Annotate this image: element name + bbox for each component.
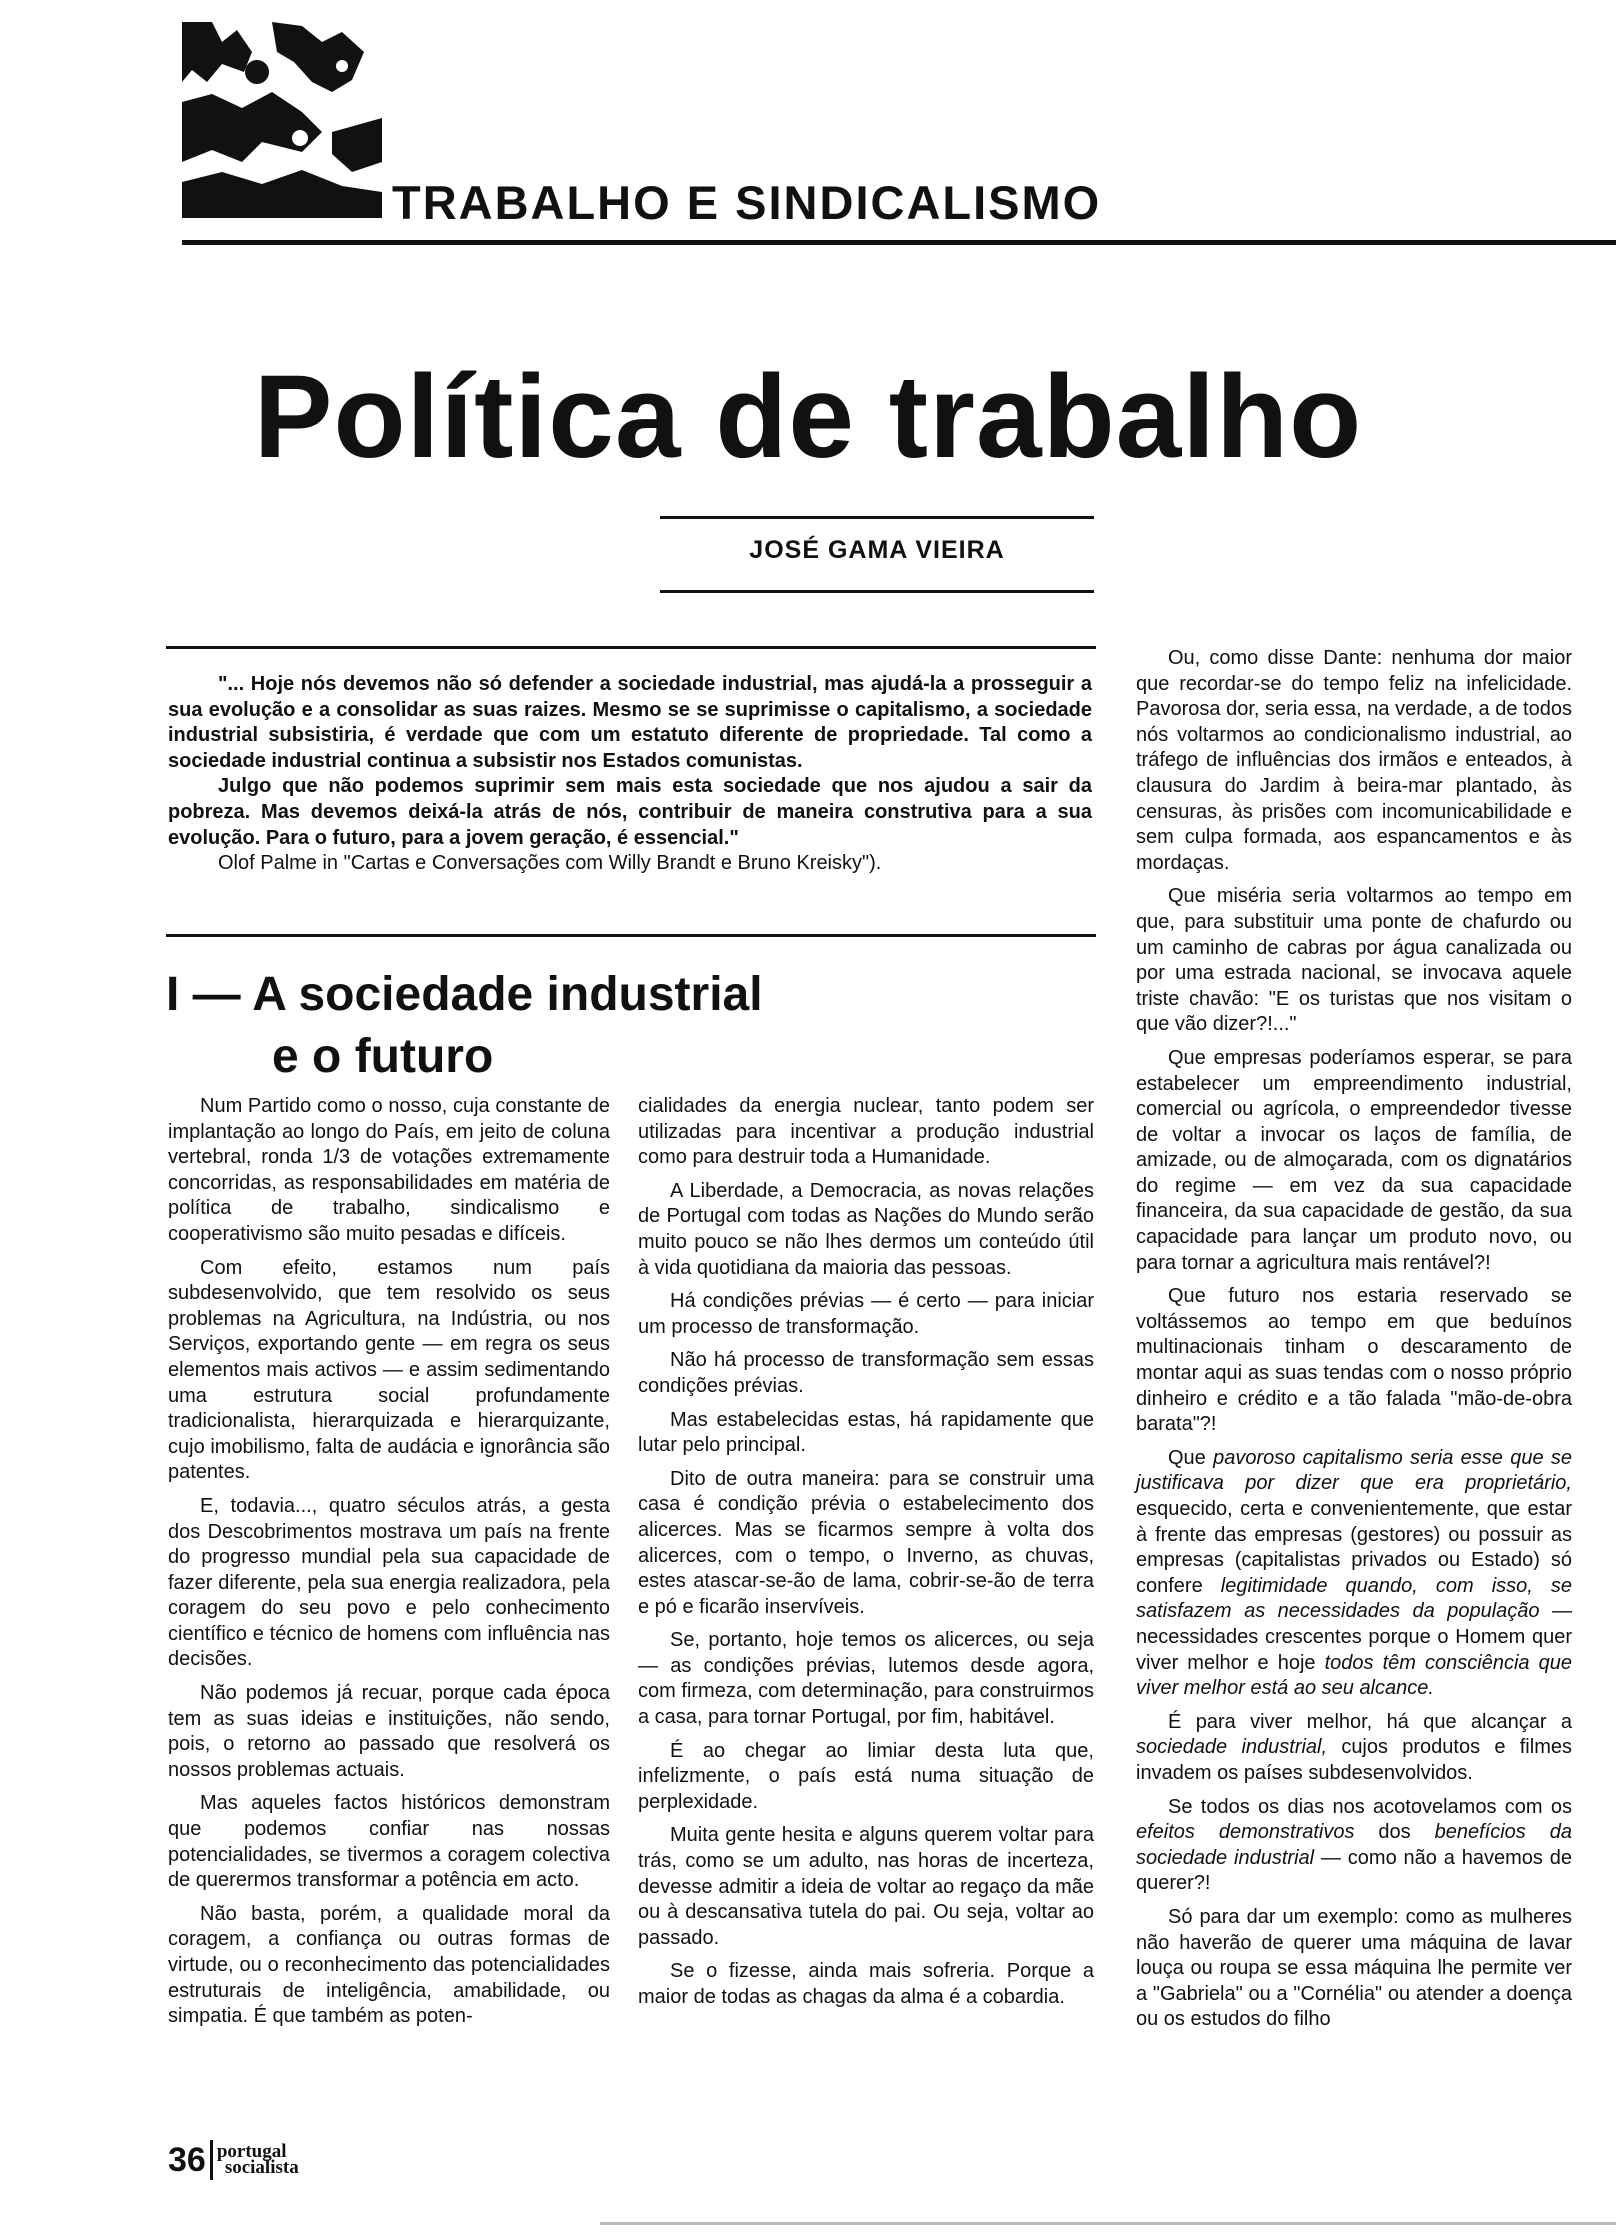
paragraph (1136, 1795, 1572, 1897)
paragraph: Se, portanto, hoje temos os alicerces, ou seja — as condições prévias, lutemos desde agora, com firmeza, com determinação, para construirmos a casa, para tornar Portugal, por fim, habitável. (638, 1629, 1094, 1729)
text-run: — necessidades crescentes porque o Homem quer viver melhor e hoje (1136, 1600, 1573, 1674)
byline-rule-top (660, 516, 1094, 519)
text-run: esquecido, certa e convenientemente, que estar à frente das empresas (gestores) ou possuir as empresas (capitalistas privados ou Estado) só confere (1136, 1498, 1572, 1597)
paragraph: Há condições prévias — é certo — para iniciar um processo de transformação. (638, 1290, 1094, 1338)
paragraph: Não basta, porém, a qualidade moral da coragem, a confiança ou outras formas de virtude, ou o reconhecimento das potencialidades estruturais de inteligência, amabilidade, ou simpatia. É que também as poten- (168, 1902, 610, 2028)
logo-line-2: socialista (224, 2157, 299, 2178)
text-run: É para viver melhor, há que alcançar a (1168, 1710, 1572, 1733)
logo-line-1: portugal (216, 2141, 287, 2162)
paragraph: Num Partido como o nosso, cuja constante de implantação ao longo do País, em jeito de coluna vertebral, ronda 1/3 de votações extremamente concorridas, as responsabilidades em matéria de política de trabalho, sindicalismo e cooperativismo são muito pesadas e difíceis. (168, 1095, 610, 1245)
italic-run: todos têm consciência que viver melhor está ao seu alcance. (1136, 1651, 1572, 1700)
paragraph: Mas estabelecidas estas, há rapidamente que lutar pelo principal. (638, 1408, 1094, 1457)
paragraph: É ao chegar ao limiar desta luta que, infelizmente, o país está numa situação de perplexidade. (638, 1739, 1094, 1813)
paragraph: Ou, como disse Dante: nenhuma dor maior que recordar-se do tempo feliz na infelicidade. Pavorosa dor, seria essa, na verdade, a de todos nós voltarmos ao condicionalismo industrial, ao tráfego de influências dos irmãos e enteados, à clausura do Jardim à beira-mar plantado, às censuras, às prisões com incomunicabilidade e sem culpa formada, aos espancamentos e às mordaças. (1136, 647, 1572, 874)
paragraph: Muita gente hesita e alguns querem voltar para trás, como se um adulto, nas horas de incerteza, devesse admitir a ideia de voltar ao regaço da mãe ou à descansativa tutela do pai. Ou seja, voltar ao passado. (638, 1824, 1094, 1949)
publication-logo (216, 2141, 299, 2178)
header-photo (182, 22, 382, 218)
quote-attribution: Olof Palme in "Cartas e Conversações com Willy Brandt e Bruno Kreisky"). (218, 852, 882, 875)
paragraph (1136, 1446, 1572, 1702)
text-run: Que (1168, 1446, 1214, 1469)
footer-rule (600, 2222, 1616, 2225)
paragraph: Não podemos já recuar, porque cada época tem as suas ideias e instituições, não sendo, pois, o retorno ao passado que resolverá os nossos problemas actuais. (168, 1682, 610, 1781)
epigraph-quote (168, 672, 1092, 877)
byline: JOSÉ GAMA VIEIRA (749, 536, 1005, 564)
paragraph: Dito de outra maneira: para se construir uma casa é condição prévia o estabelecimento dos alicerces. Mas se ficarmos sempre à volta dos alicerces, com o tempo, o Inverno, as chuvas, estes atascar-se-ão de lama, cobrir-se-ão de terra e pó e ficarão inservíveis. (638, 1467, 1094, 1618)
paragraph: cialidades da energia nuclear, tanto podem ser utilizadas para incentivar a produção industrial como para destruir toda a Humanidade. (638, 1095, 1094, 1169)
subheading-line-1: I — A sociedade industrial (166, 968, 763, 1021)
article-headline: Política de trabalho (253, 351, 1363, 483)
text-run: Se todos os dias nos acotovelamos com os (1168, 1795, 1572, 1818)
italic-run: sociedade industrial, (1136, 1736, 1328, 1759)
paragraph: Se o fizesse, ainda mais sofreria. Porque a maior de todas as chagas da alma é a cobardia. (638, 1960, 1094, 2008)
text-column-1 (168, 1094, 610, 2038)
quote-rule-top (166, 646, 1096, 649)
paragraph: E, todavia..., quatro séculos atrás, a gesta dos Descobrimentos mostrava um país na frente do progresso mundial pela sua capacidade de fazer diferente, pela sua energia realizadora, pela coragem do seu povo e pelo conhecimento científico e técnico de homens com influência nas decisões. (168, 1494, 610, 1671)
subheading-line-2: e o futuro (272, 1030, 494, 1083)
paragraph: Mas aqueles factos históricos demonstram que podemos confiar nas nossas potencialidades, se tivermos a coragem colectiva de querermos transformar a potência em acto. (168, 1792, 610, 1892)
page-footer (168, 2140, 299, 2180)
quote-paragraph-1: "... Hoje nós devemos não só defender a sociedade industrial, mas ajudá-la a prosseguir a sua evolução e a consolidar as suas raizes. Mesmo se se suprimisse o capitalismo, a sociedade industrial subsistiria, é verdade que com um estatuto diferente de propriedade. Tal como a sociedade industrial continua a subsistir nos Estados comunistas. (168, 673, 1092, 772)
italic-run: pavoroso capitalismo seria esse que se justificava por dizer que era proprietário, (1136, 1446, 1573, 1495)
text-column-2 (638, 1094, 1094, 2019)
paragraph: Não há processo de transformação sem essas condições prévias. (638, 1349, 1094, 1397)
paragraph: Só para dar um exemplo: como as mulheres não haverão de querer uma máquina de lavar louça ou roupa se essa máquina lhe permite ver a "Gabriela" ou a "Cornélia" ou atender a doença ou os estudos do filho (1136, 1905, 1572, 2031)
italic-run: efeitos demonstrativos (1136, 1821, 1355, 1844)
section-title: TRABALHO E SINDICALISMO (392, 176, 1102, 229)
text-column-3 (1136, 646, 1572, 2041)
quote-rule-bottom (166, 934, 1096, 937)
section-rule (182, 240, 1616, 245)
byline-rule-bottom (660, 590, 1094, 593)
paragraph: Com efeito, estamos num país subdesenvolvido, que tem resolvido os seus problemas na Agricultura, na Indústria, ou nos Serviços, exportando gente — em regra os seus elementos mais activos — e assim sedimentando uma estrutura social profundamente tradicionalista, hierarquizada e hierarquizante, cujo imobilismo, falta de audácia e ignorância são patentes. (168, 1256, 610, 1484)
paragraph: A Liberdade, a Democracia, as novas relações de Portugal com todas as Nações do Mundo serão muito pouco se não lhes dermos um conteúdo útil à vida quotidiana da maioria das pessoas. (638, 1179, 1094, 1279)
paragraph (1136, 1710, 1572, 1787)
paragraph: Que empresas poderíamos esperar, se para estabelecer um empreendimento industrial, comercial ou agrícola, o empreendedor tivesse de voltar a invocar os laços de família, de amizade, ou de almoçarada, com os dignatários do regime — em vez da sua capacidade financeira, da sua capacidade de gestão, da sua capacidade para lançar um produto novo, ou para tornar a agricultura mais rentável?! (1136, 1046, 1572, 1274)
page-number: 36 (168, 2141, 206, 2179)
text-run: cujos produtos e filmes invadem os países subdesenvolvidos. (1136, 1736, 1572, 1784)
logo-divider (210, 2140, 213, 2180)
paragraph: Que miséria seria voltarmos ao tempo em que, para substituir uma ponte de chafurdo ou um caminho de cabras por água canalizada ou por uma estrada nacional, se invocava aquele triste chavão: "E os turistas que nos visitam o que vão dizer?!..." (1136, 885, 1572, 1036)
text-run: — como não a havemos de querer?! (1136, 1846, 1572, 1895)
paragraph: Que futuro nos estaria reservado se voltássemos ao tempo em que beduínos multinacionais tinham o descaramento de montar aqui as suas tendas com o nosso próprio dinheiro e crédito e a tão falada "mão-de-obra barata"?! (1136, 1285, 1572, 1436)
italic-run: benefícios da sociedade industrial (1136, 1821, 1572, 1869)
quote-paragraph-2: Julgo que não podemos suprimir sem mais esta sociedade que nos ajudou a sair da pobreza. Mas devemos deixá-la atrás de nós, contribuir de maneira construtiva para a sua evolução. Para o futuro, para a jovem geração, é essencial." (168, 775, 1092, 849)
text-run: dos (1354, 1821, 1435, 1844)
italic-run: legitimidade quando, com isso, se satisfazem as necessidades da população (1136, 1574, 1573, 1623)
